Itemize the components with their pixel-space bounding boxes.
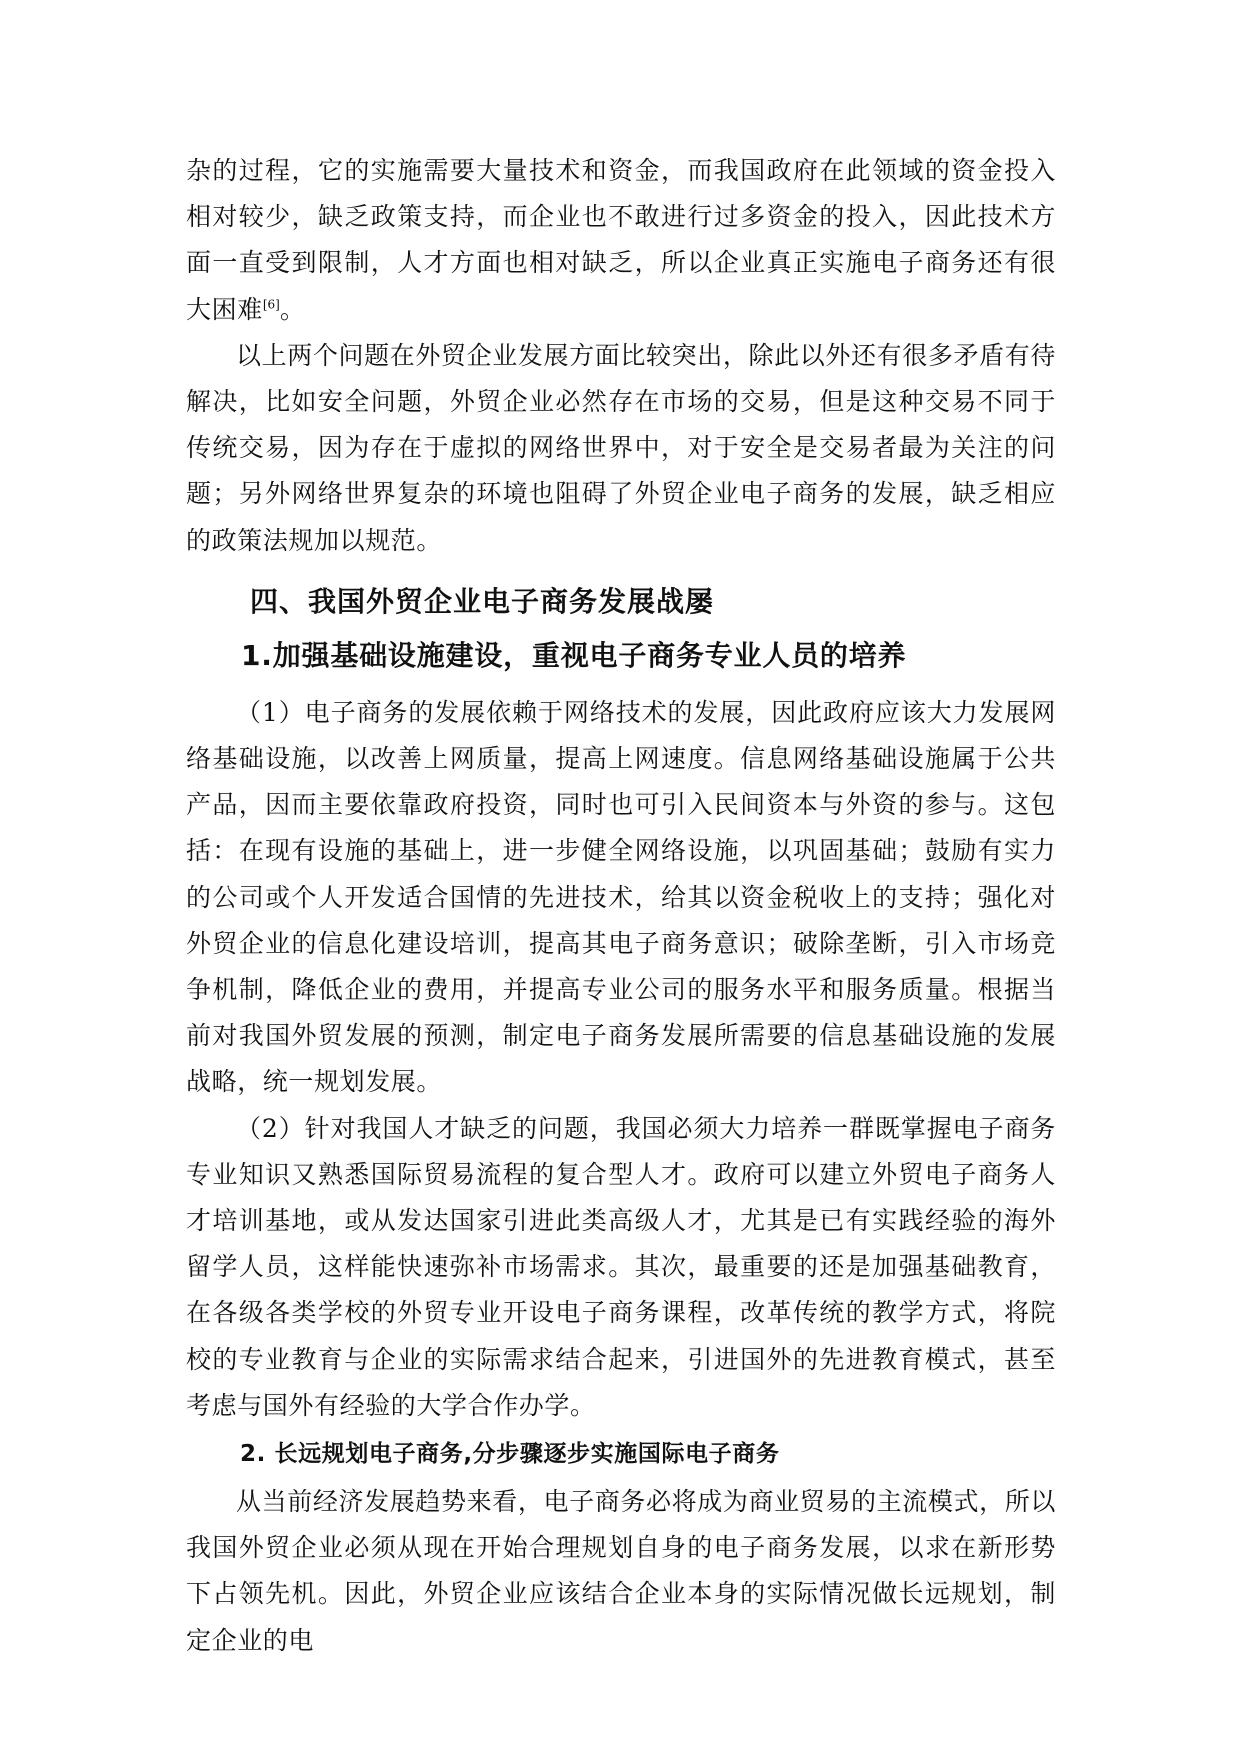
subsection-heading-2: 2. 长远规划电子商务,分步骤逐步实施国际电子商务 [240, 1441, 780, 1468]
paragraph-infrastructure: （1）电子商务的发展依赖于网络技术的发展，因此政府应该大力发展网络基础设施，以改善上网质量，提高上网速度。信息网络基础设施属于公共产品，因而主要依靠政府投资，同时也可引入民间资本与外资的参与。这包括：在现有设施的基础上，进一步健全网络设施，以巩固基础；鼓励有实力的公司或个人开发适合国情的先进技术，给其以资金税收上的支持；强化对外贸企业的信息化建设培训，提高其电子商务意识；破除垄断，引入市场竞争机制，降低企业的费用，并提高专业公司的服务水平和服务质量。根据当前对我国外贸发展的预测，制定电子商务发展所需要的信息基础设施的发展战略，统一规划发展。 [186, 697, 1056, 1097]
paragraph-planning: 从当前经济发展趋势来看，电子商务必将成为商业贸易的主流模式，所以我国外贸企业必须从现在开始合理规划自身的电子商务发展，以求在新形势下占领先机。因此，外贸企业应该结合企业本身的实际情况做长远规划，制定企业的电 [186, 1487, 1056, 1655]
paragraph-problems: 以上两个问题在外贸企业发展方面比较突出，除此以外还有很多矛盾有待解决，比如安全问题，外贸企业必然存在市场的交易，但是这种交易不同于传统交易，因为存在于虚拟的网络世界中，对于安全是交易者最为关注的问题；另外网络世界复杂的环境也阻碍了外贸企业电子商务的发展，缺乏相应的政策法规加以规范。 [186, 340, 1056, 555]
section-heading-4: 四、我国外贸企业电子商务发展战屡 [250, 584, 715, 618]
paragraph-intro-text: 杂的过程，它的实施需要大量技术和资金，而我国政府在此领域的资金投入相对较少，缺乏政策支持，而企业也不敢进行过多资金的投入，因此技术方面一直受到限制，人才方面也相对缺乏，所以企业真正实施电子商务还有很大困难 [186, 156, 1056, 324]
subsection-heading-1: 1.加强基础设施建设，重视电子商务专业人员的培养 [241, 638, 907, 672]
paragraph-talent: （2）针对我国人才缺乏的问题，我国必须大力培养一群既掌握电子商务专业知识又熟悉国际贸易流程的复合型人才。政府可以建立外贸电子商务人才培训基地，或从发达国家引进此类高级人才，尤其是已有实践经验的海外留学人员，这样能快速弥补市场需求。其次，最重要的还是加强基础教育，在各级各类学校的外贸专业开设电子商务课程，改革传统的教学方式，将院校的专业教育与企业的实际需求结合起来，引进国外的先进教育模式，甚至考虑与国外有经验的大学合作办学。 [186, 1113, 1056, 1420]
paragraph-intro [186, 148, 1056, 333]
citation-ref: [6] [262, 297, 280, 312]
paragraph-intro-end: 。 [279, 294, 306, 324]
document-body [186, 148, 1056, 1664]
